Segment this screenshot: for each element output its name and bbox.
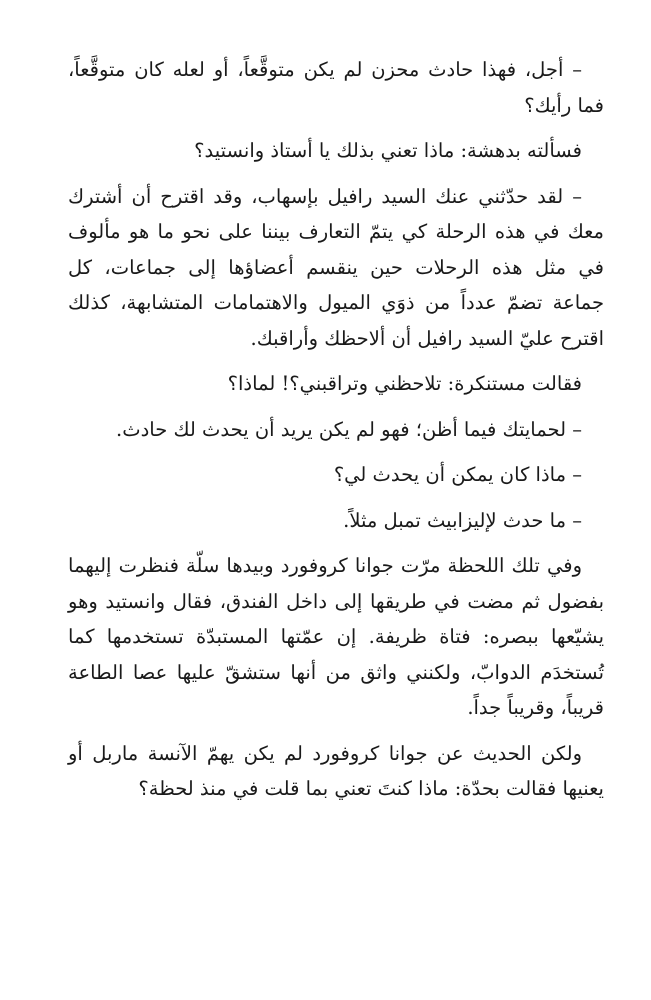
- dialogue-paragraph: – أجل، فهذا حادث محزن لم يكن متوقَّعاً، أو لعله كان متوقَّعاً، فما رأيك؟: [68, 58, 604, 117]
- narration-paragraph: فقالت مستنكرة: تلاحظني وتراقبني؟! لماذا؟: [227, 372, 582, 395]
- dialogue-paragraph: – لقد حدّثني عنك السيد رافيل بإسهاب، وقد اقترح أن أشترك معك في هذه الرحلة كي يتمّ التعارف بيننا على نحو ما هو مألوف في مثل هذه الرحلات حين ينقسم أعضاؤها إلى جماعات، كل جماعة تضمّ عدداً من ذوَي الميول والاهتمامات المتشابهة، كذلك اقترح عليّ السيد رافيل أن ألاحظك وأراقبك.: [68, 184, 604, 350]
- book-page: [68, 52, 604, 817]
- narration-paragraph: ولكن الحديث عن جوانا كروفورد لم يكن يهمّ الآنسة ماربل أو يعنيها فقالت بحدّة: ماذا كنتَ تعني بما قلت في منذ لحظة؟: [68, 741, 604, 800]
- narration-paragraph: وفي تلك اللحظة مرّت جوانا كروفورد وبيدها سلّة فنظرت إليهما بفضول ثم مضت في طريقها إلى داخل الفندق، فقال وانستيد وهو يشيّعها ببصره: فتاة ظريفة. إن عمّتها المستبدّة تستخدمها كما تُستخدَم الدوابّ، ولكنني واثق من أنها ستشقّ عليها عصا الطاعة قريباً، وقريباً جداً.: [68, 554, 604, 719]
- dialogue-paragraph: – لحمايتك فيما أظن؛ فهو لم يكن يريد أن يحدث لك حادث.: [116, 417, 582, 441]
- narration-paragraph: فسألته بدهشة: ماذا تعني بذلك يا أستاذ وانستيد؟: [194, 139, 582, 162]
- dialogue-paragraph: – ماذا كان يمكن أن يحدث لي؟: [333, 463, 582, 486]
- dialogue-paragraph: – ما حدث لإليزابيث تمبل مثلاً.: [343, 508, 582, 532]
